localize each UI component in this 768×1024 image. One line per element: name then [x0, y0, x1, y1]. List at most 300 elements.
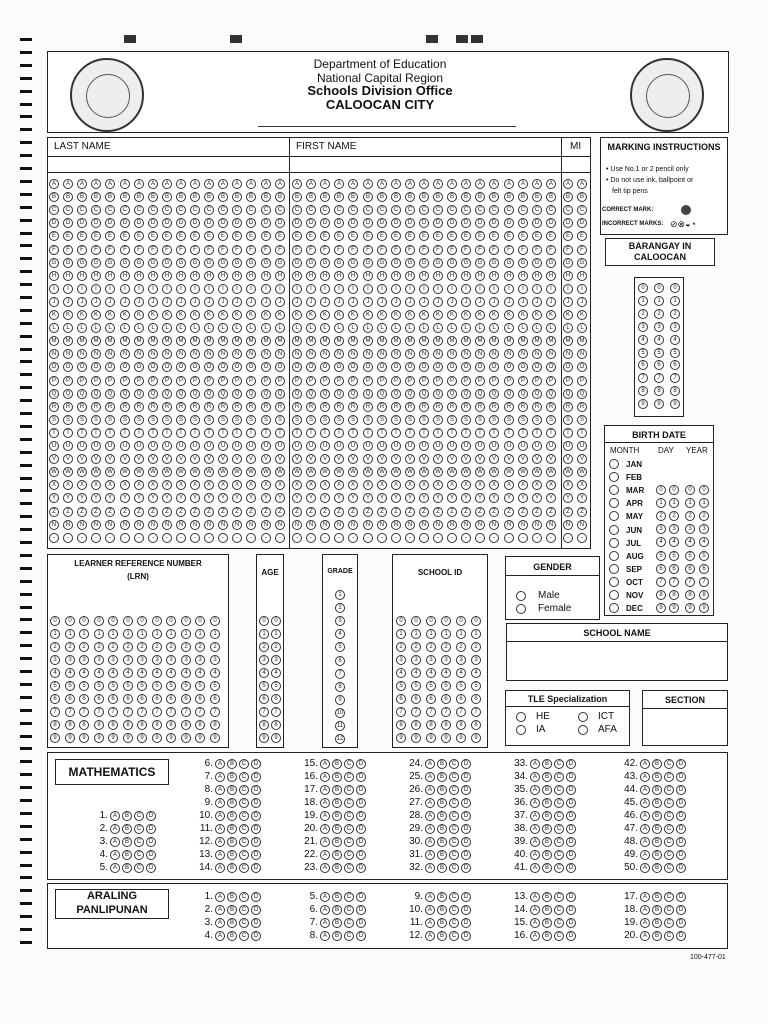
name-bubble[interactable]: - — [334, 533, 344, 543]
date-bubble[interactable]: 0 — [685, 485, 695, 495]
name-bubble[interactable]: U — [348, 441, 358, 451]
name-bubble[interactable]: U — [461, 441, 471, 451]
name-bubble[interactable]: - — [489, 533, 499, 543]
math-choice-bubble[interactable]: D — [461, 759, 471, 769]
name-bubble[interactable]: U — [518, 441, 528, 451]
name-bubble[interactable]: J — [419, 297, 429, 307]
name-bubble[interactable]: - — [419, 533, 429, 543]
name-bubble[interactable]: L — [91, 323, 101, 333]
name-bubble[interactable]: Y — [532, 493, 542, 503]
name-bubble[interactable]: D — [461, 218, 471, 228]
name-bubble[interactable]: D — [120, 218, 130, 228]
name-bubble[interactable]: H — [461, 271, 471, 281]
name-bubble[interactable]: Ñ — [148, 520, 158, 530]
math-choice-bubble[interactable]: B — [542, 759, 552, 769]
grade-bubble[interactable]: 9 — [335, 695, 345, 705]
name-bubble[interactable]: U — [433, 441, 443, 451]
date-bubble[interactable]: 6 — [699, 564, 709, 574]
name-bubble[interactable]: E — [261, 231, 271, 241]
name-bubble[interactable]: H — [176, 271, 186, 281]
name-bubble[interactable]: X — [91, 480, 101, 490]
math-choice-bubble[interactable]: D — [566, 785, 576, 795]
name-bubble[interactable]: E — [204, 231, 214, 241]
name-bubble[interactable]: R — [419, 402, 429, 412]
name-bubble[interactable]: M — [563, 336, 573, 346]
name-bubble[interactable]: N — [232, 349, 242, 359]
math-choice-bubble[interactable]: C — [344, 863, 354, 873]
age-bubble[interactable]: 9 — [259, 733, 269, 743]
name-bubble[interactable]: S — [91, 415, 101, 425]
math-choice-bubble[interactable]: B — [652, 811, 662, 821]
name-bubble[interactable]: W — [532, 467, 542, 477]
school-id-bubble[interactable]: 4 — [396, 668, 406, 678]
lrn-bubble[interactable]: 6 — [137, 694, 147, 704]
name-bubble[interactable]: Z — [120, 507, 130, 517]
name-bubble[interactable]: T — [577, 428, 587, 438]
school-id-bubble[interactable]: 7 — [396, 707, 406, 717]
name-bubble[interactable]: Q — [334, 389, 344, 399]
name-bubble[interactable]: U — [306, 441, 316, 451]
name-bubble[interactable]: D — [334, 218, 344, 228]
lrn-bubble[interactable]: 8 — [65, 720, 75, 730]
barangay-bubble[interactable]: 0 — [654, 283, 664, 293]
math-choice-bubble[interactable]: D — [146, 850, 156, 860]
ap-choice-bubble[interactable]: D — [461, 892, 471, 902]
age-bubble[interactable]: 5 — [259, 681, 269, 691]
name-bubble[interactable]: B — [461, 192, 471, 202]
name-bubble[interactable]: Ñ — [348, 520, 358, 530]
name-bubble[interactable]: Ñ — [292, 520, 302, 530]
math-choice-bubble[interactable]: A — [320, 811, 330, 821]
math-choice-bubble[interactable]: A — [530, 759, 540, 769]
name-bubble[interactable]: Z — [91, 507, 101, 517]
name-bubble[interactable]: G — [63, 258, 73, 268]
name-bubble[interactable]: W — [577, 467, 587, 477]
ap-choice-bubble[interactable]: A — [215, 931, 225, 941]
name-bubble[interactable]: W — [292, 467, 302, 477]
name-bubble[interactable]: P — [105, 376, 115, 386]
name-bubble[interactable]: U — [176, 441, 186, 451]
name-bubble[interactable]: K — [148, 310, 158, 320]
name-bubble[interactable]: K — [190, 310, 200, 320]
name-bubble[interactable]: P — [91, 376, 101, 386]
name-bubble[interactable]: C — [475, 205, 485, 215]
ap-choice-bubble[interactable]: D — [251, 931, 261, 941]
name-bubble[interactable]: D — [419, 218, 429, 228]
school-id-bubble[interactable]: 9 — [456, 733, 466, 743]
math-choice-bubble[interactable]: C — [239, 863, 249, 873]
name-bubble[interactable]: M — [489, 336, 499, 346]
name-bubble[interactable]: R — [504, 402, 514, 412]
math-choice-bubble[interactable]: C — [134, 811, 144, 821]
name-bubble[interactable]: C — [447, 205, 457, 215]
lrn-bubble[interactable]: 2 — [108, 642, 118, 652]
name-bubble[interactable]: O — [148, 362, 158, 372]
name-bubble[interactable]: O — [391, 362, 401, 372]
name-bubble[interactable]: Y — [63, 493, 73, 503]
name-bubble[interactable]: V — [475, 454, 485, 464]
math-choice-bubble[interactable]: B — [332, 850, 342, 860]
name-bubble[interactable]: Y — [261, 493, 271, 503]
name-bubble[interactable]: F — [475, 245, 485, 255]
school-id-bubble[interactable]: 6 — [411, 694, 421, 704]
name-bubble[interactable]: N — [546, 349, 556, 359]
lrn-bubble[interactable]: 6 — [195, 694, 205, 704]
school-id-bubble[interactable]: 3 — [426, 655, 436, 665]
name-bubble[interactable]: P — [292, 376, 302, 386]
math-choice-bubble[interactable]: B — [652, 772, 662, 782]
name-bubble[interactable]: J — [461, 297, 471, 307]
math-choice-bubble[interactable]: C — [554, 798, 564, 808]
name-bubble[interactable]: V — [148, 454, 158, 464]
ap-choice-bubble[interactable]: B — [332, 931, 342, 941]
name-bubble[interactable]: - — [532, 533, 542, 543]
name-bubble[interactable]: Z — [63, 507, 73, 517]
name-bubble[interactable]: N — [105, 349, 115, 359]
name-bubble[interactable]: H — [275, 271, 285, 281]
name-bubble[interactable]: O — [77, 362, 87, 372]
school-id-bubble[interactable]: 2 — [441, 642, 451, 652]
name-bubble[interactable]: H — [518, 271, 528, 281]
name-bubble[interactable]: Q — [377, 389, 387, 399]
name-bubble[interactable]: P — [377, 376, 387, 386]
name-bubble[interactable]: E — [433, 231, 443, 241]
name-bubble[interactable]: K — [105, 310, 115, 320]
name-bubble[interactable]: I — [377, 284, 387, 294]
name-bubble[interactable]: F — [577, 245, 587, 255]
math-choice-bubble[interactable]: C — [344, 785, 354, 795]
name-bubble[interactable]: A — [320, 179, 330, 189]
ap-choice-bubble[interactable]: B — [652, 905, 662, 915]
math-choice-bubble[interactable]: A — [425, 759, 435, 769]
name-bubble[interactable]: U — [320, 441, 330, 451]
school-id-bubble[interactable]: 6 — [471, 694, 481, 704]
math-choice-bubble[interactable]: A — [640, 772, 650, 782]
name-bubble[interactable]: K — [447, 310, 457, 320]
name-bubble[interactable]: X — [419, 480, 429, 490]
school-id-bubble[interactable]: 5 — [396, 681, 406, 691]
name-bubble[interactable]: U — [218, 441, 228, 451]
name-bubble[interactable]: Ñ — [391, 520, 401, 530]
name-bubble[interactable]: I — [176, 284, 186, 294]
school-id-bubble[interactable]: 9 — [426, 733, 436, 743]
name-bubble[interactable]: C — [232, 205, 242, 215]
lrn-bubble[interactable]: 7 — [137, 707, 147, 717]
math-choice-bubble[interactable]: D — [356, 811, 366, 821]
name-bubble[interactable]: F — [292, 245, 302, 255]
name-bubble[interactable]: G — [261, 258, 271, 268]
name-bubble[interactable]: I — [320, 284, 330, 294]
lrn-bubble[interactable]: 4 — [123, 668, 133, 678]
math-choice-bubble[interactable]: B — [652, 759, 662, 769]
name-bubble[interactable]: N — [218, 349, 228, 359]
lrn-bubble[interactable]: 3 — [195, 655, 205, 665]
name-bubble[interactable]: A — [348, 179, 358, 189]
name-bubble[interactable]: X — [546, 480, 556, 490]
math-choice-bubble[interactable]: D — [676, 772, 686, 782]
name-bubble[interactable]: P — [204, 376, 214, 386]
name-bubble[interactable]: N — [563, 349, 573, 359]
name-bubble[interactable]: Q — [546, 389, 556, 399]
name-bubble[interactable]: F — [546, 245, 556, 255]
name-bubble[interactable]: R — [162, 402, 172, 412]
name-bubble[interactable]: U — [232, 441, 242, 451]
ap-choice-bubble[interactable]: C — [554, 918, 564, 928]
math-choice-bubble[interactable]: A — [320, 837, 330, 847]
name-bubble[interactable]: D — [275, 218, 285, 228]
name-bubble[interactable]: M — [377, 336, 387, 346]
name-bubble[interactable]: P — [419, 376, 429, 386]
name-bubble[interactable]: U — [162, 441, 172, 451]
name-bubble[interactable]: B — [363, 192, 373, 202]
name-bubble[interactable]: A — [433, 179, 443, 189]
math-choice-bubble[interactable]: D — [356, 863, 366, 873]
name-bubble[interactable]: F — [461, 245, 471, 255]
name-bubble[interactable]: H — [77, 271, 87, 281]
name-bubble[interactable]: V — [489, 454, 499, 464]
lrn-bubble[interactable]: 6 — [123, 694, 133, 704]
name-bubble[interactable]: I — [232, 284, 242, 294]
math-choice-bubble[interactable]: C — [664, 759, 674, 769]
lrn-bubble[interactable]: 9 — [152, 733, 162, 743]
name-bubble[interactable]: V — [232, 454, 242, 464]
name-bubble[interactable]: B — [563, 192, 573, 202]
name-bubble[interactable]: P — [546, 376, 556, 386]
name-bubble[interactable]: D — [377, 218, 387, 228]
lrn-bubble[interactable]: 3 — [166, 655, 176, 665]
name-bubble[interactable]: Ñ — [134, 520, 144, 530]
name-bubble[interactable]: L — [77, 323, 87, 333]
ap-choice-bubble[interactable]: B — [542, 931, 552, 941]
name-bubble[interactable]: Y — [275, 493, 285, 503]
name-bubble[interactable]: K — [292, 310, 302, 320]
name-bubble[interactable]: K — [218, 310, 228, 320]
name-bubble[interactable]: Y — [246, 493, 256, 503]
school-id-bubble[interactable]: 0 — [456, 616, 466, 626]
name-bubble[interactable]: M — [363, 336, 373, 346]
name-bubble[interactable]: R — [433, 402, 443, 412]
ap-choice-bubble[interactable]: A — [640, 931, 650, 941]
name-bubble[interactable]: X — [320, 480, 330, 490]
name-bubble[interactable]: J — [134, 297, 144, 307]
lrn-bubble[interactable]: 2 — [137, 642, 147, 652]
name-bubble[interactable]: P — [275, 376, 285, 386]
lrn-bubble[interactable]: 9 — [210, 733, 220, 743]
name-bubble[interactable]: D — [405, 218, 415, 228]
name-bubble[interactable]: M — [77, 336, 87, 346]
age-bubble[interactable]: 1 — [271, 629, 281, 639]
math-choice-bubble[interactable]: C — [554, 824, 564, 834]
barangay-bubble[interactable]: 6 — [638, 360, 648, 370]
name-bubble[interactable]: - — [447, 533, 457, 543]
math-choice-bubble[interactable]: B — [122, 863, 132, 873]
name-bubble[interactable]: T — [275, 428, 285, 438]
math-choice-bubble[interactable]: D — [676, 837, 686, 847]
name-bubble[interactable]: P — [447, 376, 457, 386]
name-bubble[interactable]: I — [546, 284, 556, 294]
age-bubble[interactable]: 3 — [271, 655, 281, 665]
name-bubble[interactable]: V — [162, 454, 172, 464]
math-choice-bubble[interactable]: D — [251, 824, 261, 834]
name-bubble[interactable]: Z — [532, 507, 542, 517]
name-bubble[interactable]: X — [363, 480, 373, 490]
age-bubble[interactable]: 7 — [259, 707, 269, 717]
name-bubble[interactable]: - — [475, 533, 485, 543]
math-choice-bubble[interactable]: B — [652, 798, 662, 808]
name-bubble[interactable]: A — [532, 179, 542, 189]
name-bubble[interactable]: H — [475, 271, 485, 281]
name-bubble[interactable]: O — [577, 362, 587, 372]
ap-choice-bubble[interactable]: A — [530, 931, 540, 941]
name-bubble[interactable]: Y — [546, 493, 556, 503]
name-bubble[interactable]: A — [334, 179, 344, 189]
ap-choice-bubble[interactable]: D — [566, 931, 576, 941]
name-bubble[interactable]: E — [246, 231, 256, 241]
name-bubble[interactable]: Y — [176, 493, 186, 503]
name-bubble[interactable]: Ñ — [63, 520, 73, 530]
name-bubble[interactable]: T — [504, 428, 514, 438]
lrn-bubble[interactable]: 4 — [166, 668, 176, 678]
math-choice-bubble[interactable]: C — [554, 785, 564, 795]
name-bubble[interactable]: X — [232, 480, 242, 490]
name-bubble[interactable]: P — [190, 376, 200, 386]
name-bubble[interactable]: G — [176, 258, 186, 268]
name-bubble[interactable]: G — [334, 258, 344, 268]
name-bubble[interactable]: Q — [176, 389, 186, 399]
lrn-bubble[interactable]: 4 — [152, 668, 162, 678]
math-choice-bubble[interactable]: B — [332, 759, 342, 769]
name-bubble[interactable]: Y — [306, 493, 316, 503]
barangay-bubble[interactable]: 0 — [638, 283, 648, 293]
date-bubble[interactable]: 4 — [669, 537, 679, 547]
math-choice-bubble[interactable]: A — [640, 850, 650, 860]
name-bubble[interactable]: G — [504, 258, 514, 268]
name-bubble[interactable]: K — [518, 310, 528, 320]
name-bubble[interactable]: Q — [518, 389, 528, 399]
name-bubble[interactable]: E — [292, 231, 302, 241]
lrn-bubble[interactable]: 9 — [123, 733, 133, 743]
name-bubble[interactable]: Ñ — [577, 520, 587, 530]
name-bubble[interactable]: K — [546, 310, 556, 320]
math-choice-bubble[interactable]: B — [437, 785, 447, 795]
math-choice-bubble[interactable]: D — [356, 837, 366, 847]
math-choice-bubble[interactable]: B — [332, 863, 342, 873]
month-bubble[interactable] — [609, 472, 619, 482]
math-choice-bubble[interactable]: A — [530, 824, 540, 834]
name-bubble[interactable]: Z — [49, 507, 59, 517]
math-choice-bubble[interactable]: A — [640, 798, 650, 808]
name-bubble[interactable]: X — [306, 480, 316, 490]
name-bubble[interactable]: T — [532, 428, 542, 438]
ap-choice-bubble[interactable]: A — [530, 892, 540, 902]
name-bubble[interactable]: M — [433, 336, 443, 346]
name-bubble[interactable]: V — [320, 454, 330, 464]
name-bubble[interactable]: T — [391, 428, 401, 438]
name-bubble[interactable]: L — [162, 323, 172, 333]
name-bubble[interactable]: E — [391, 231, 401, 241]
name-bubble[interactable]: I — [577, 284, 587, 294]
name-bubble[interactable]: Z — [563, 507, 573, 517]
lrn-bubble[interactable]: 9 — [108, 733, 118, 743]
name-bubble[interactable]: S — [348, 415, 358, 425]
math-choice-bubble[interactable]: C — [239, 785, 249, 795]
name-bubble[interactable]: H — [148, 271, 158, 281]
name-bubble[interactable]: C — [134, 205, 144, 215]
date-bubble[interactable]: 6 — [656, 564, 666, 574]
barangay-bubble[interactable]: 6 — [654, 360, 664, 370]
name-bubble[interactable]: K — [120, 310, 130, 320]
math-choice-bubble[interactable]: D — [566, 772, 576, 782]
name-bubble[interactable]: Q — [77, 389, 87, 399]
name-bubble[interactable]: C — [218, 205, 228, 215]
name-bubble[interactable]: F — [377, 245, 387, 255]
age-bubble[interactable]: 2 — [271, 642, 281, 652]
name-bubble[interactable]: R — [204, 402, 214, 412]
name-bubble[interactable]: S — [49, 415, 59, 425]
name-bubble[interactable]: V — [577, 454, 587, 464]
ap-choice-bubble[interactable]: A — [425, 931, 435, 941]
lrn-bubble[interactable]: 5 — [94, 681, 104, 691]
name-bubble[interactable]: N — [162, 349, 172, 359]
name-bubble[interactable]: S — [320, 415, 330, 425]
name-bubble[interactable]: C — [419, 205, 429, 215]
name-bubble[interactable]: A — [77, 179, 87, 189]
ap-choice-bubble[interactable]: C — [664, 892, 674, 902]
name-bubble[interactable]: N — [433, 349, 443, 359]
name-bubble[interactable]: E — [176, 231, 186, 241]
school-id-bubble[interactable]: 3 — [411, 655, 421, 665]
grade-bubble[interactable]: 3 — [335, 616, 345, 626]
name-bubble[interactable]: T — [489, 428, 499, 438]
name-bubble[interactable]: Ñ — [275, 520, 285, 530]
name-bubble[interactable]: H — [261, 271, 271, 281]
name-bubble[interactable]: Y — [134, 493, 144, 503]
ap-choice-bubble[interactable]: B — [437, 892, 447, 902]
name-bubble[interactable]: E — [148, 231, 158, 241]
name-bubble[interactable]: M — [334, 336, 344, 346]
name-bubble[interactable]: H — [49, 271, 59, 281]
name-bubble[interactable]: P — [306, 376, 316, 386]
name-bubble[interactable]: H — [563, 271, 573, 281]
name-bubble[interactable]: Z — [489, 507, 499, 517]
math-choice-bubble[interactable]: D — [251, 785, 261, 795]
name-bubble[interactable]: H — [391, 271, 401, 281]
ap-choice-bubble[interactable]: B — [227, 905, 237, 915]
name-bubble[interactable]: S — [120, 415, 130, 425]
grade-bubble[interactable]: 10 — [336, 710, 344, 716]
ap-choice-bubble[interactable]: D — [566, 918, 576, 928]
name-bubble[interactable]: O — [433, 362, 443, 372]
barangay-bubble[interactable]: 1 — [638, 296, 648, 306]
name-bubble[interactable]: Ñ — [546, 520, 556, 530]
lrn-bubble[interactable]: 6 — [152, 694, 162, 704]
name-bubble[interactable]: R — [105, 402, 115, 412]
school-id-bubble[interactable]: 1 — [396, 629, 406, 639]
name-bubble[interactable]: U — [91, 441, 101, 451]
ap-choice-bubble[interactable]: D — [566, 905, 576, 915]
lrn-bubble[interactable]: 7 — [166, 707, 176, 717]
math-choice-bubble[interactable]: A — [530, 785, 540, 795]
barangay-bubble[interactable]: 9 — [654, 399, 664, 409]
name-bubble[interactable]: Y — [148, 493, 158, 503]
name-bubble[interactable]: L — [447, 323, 457, 333]
ap-choice-bubble[interactable]: D — [461, 918, 471, 928]
name-bubble[interactable]: D — [190, 218, 200, 228]
name-bubble[interactable]: Ñ — [532, 520, 542, 530]
name-bubble[interactable]: N — [532, 349, 542, 359]
math-choice-bubble[interactable]: D — [461, 785, 471, 795]
lrn-bubble[interactable]: 9 — [50, 733, 60, 743]
